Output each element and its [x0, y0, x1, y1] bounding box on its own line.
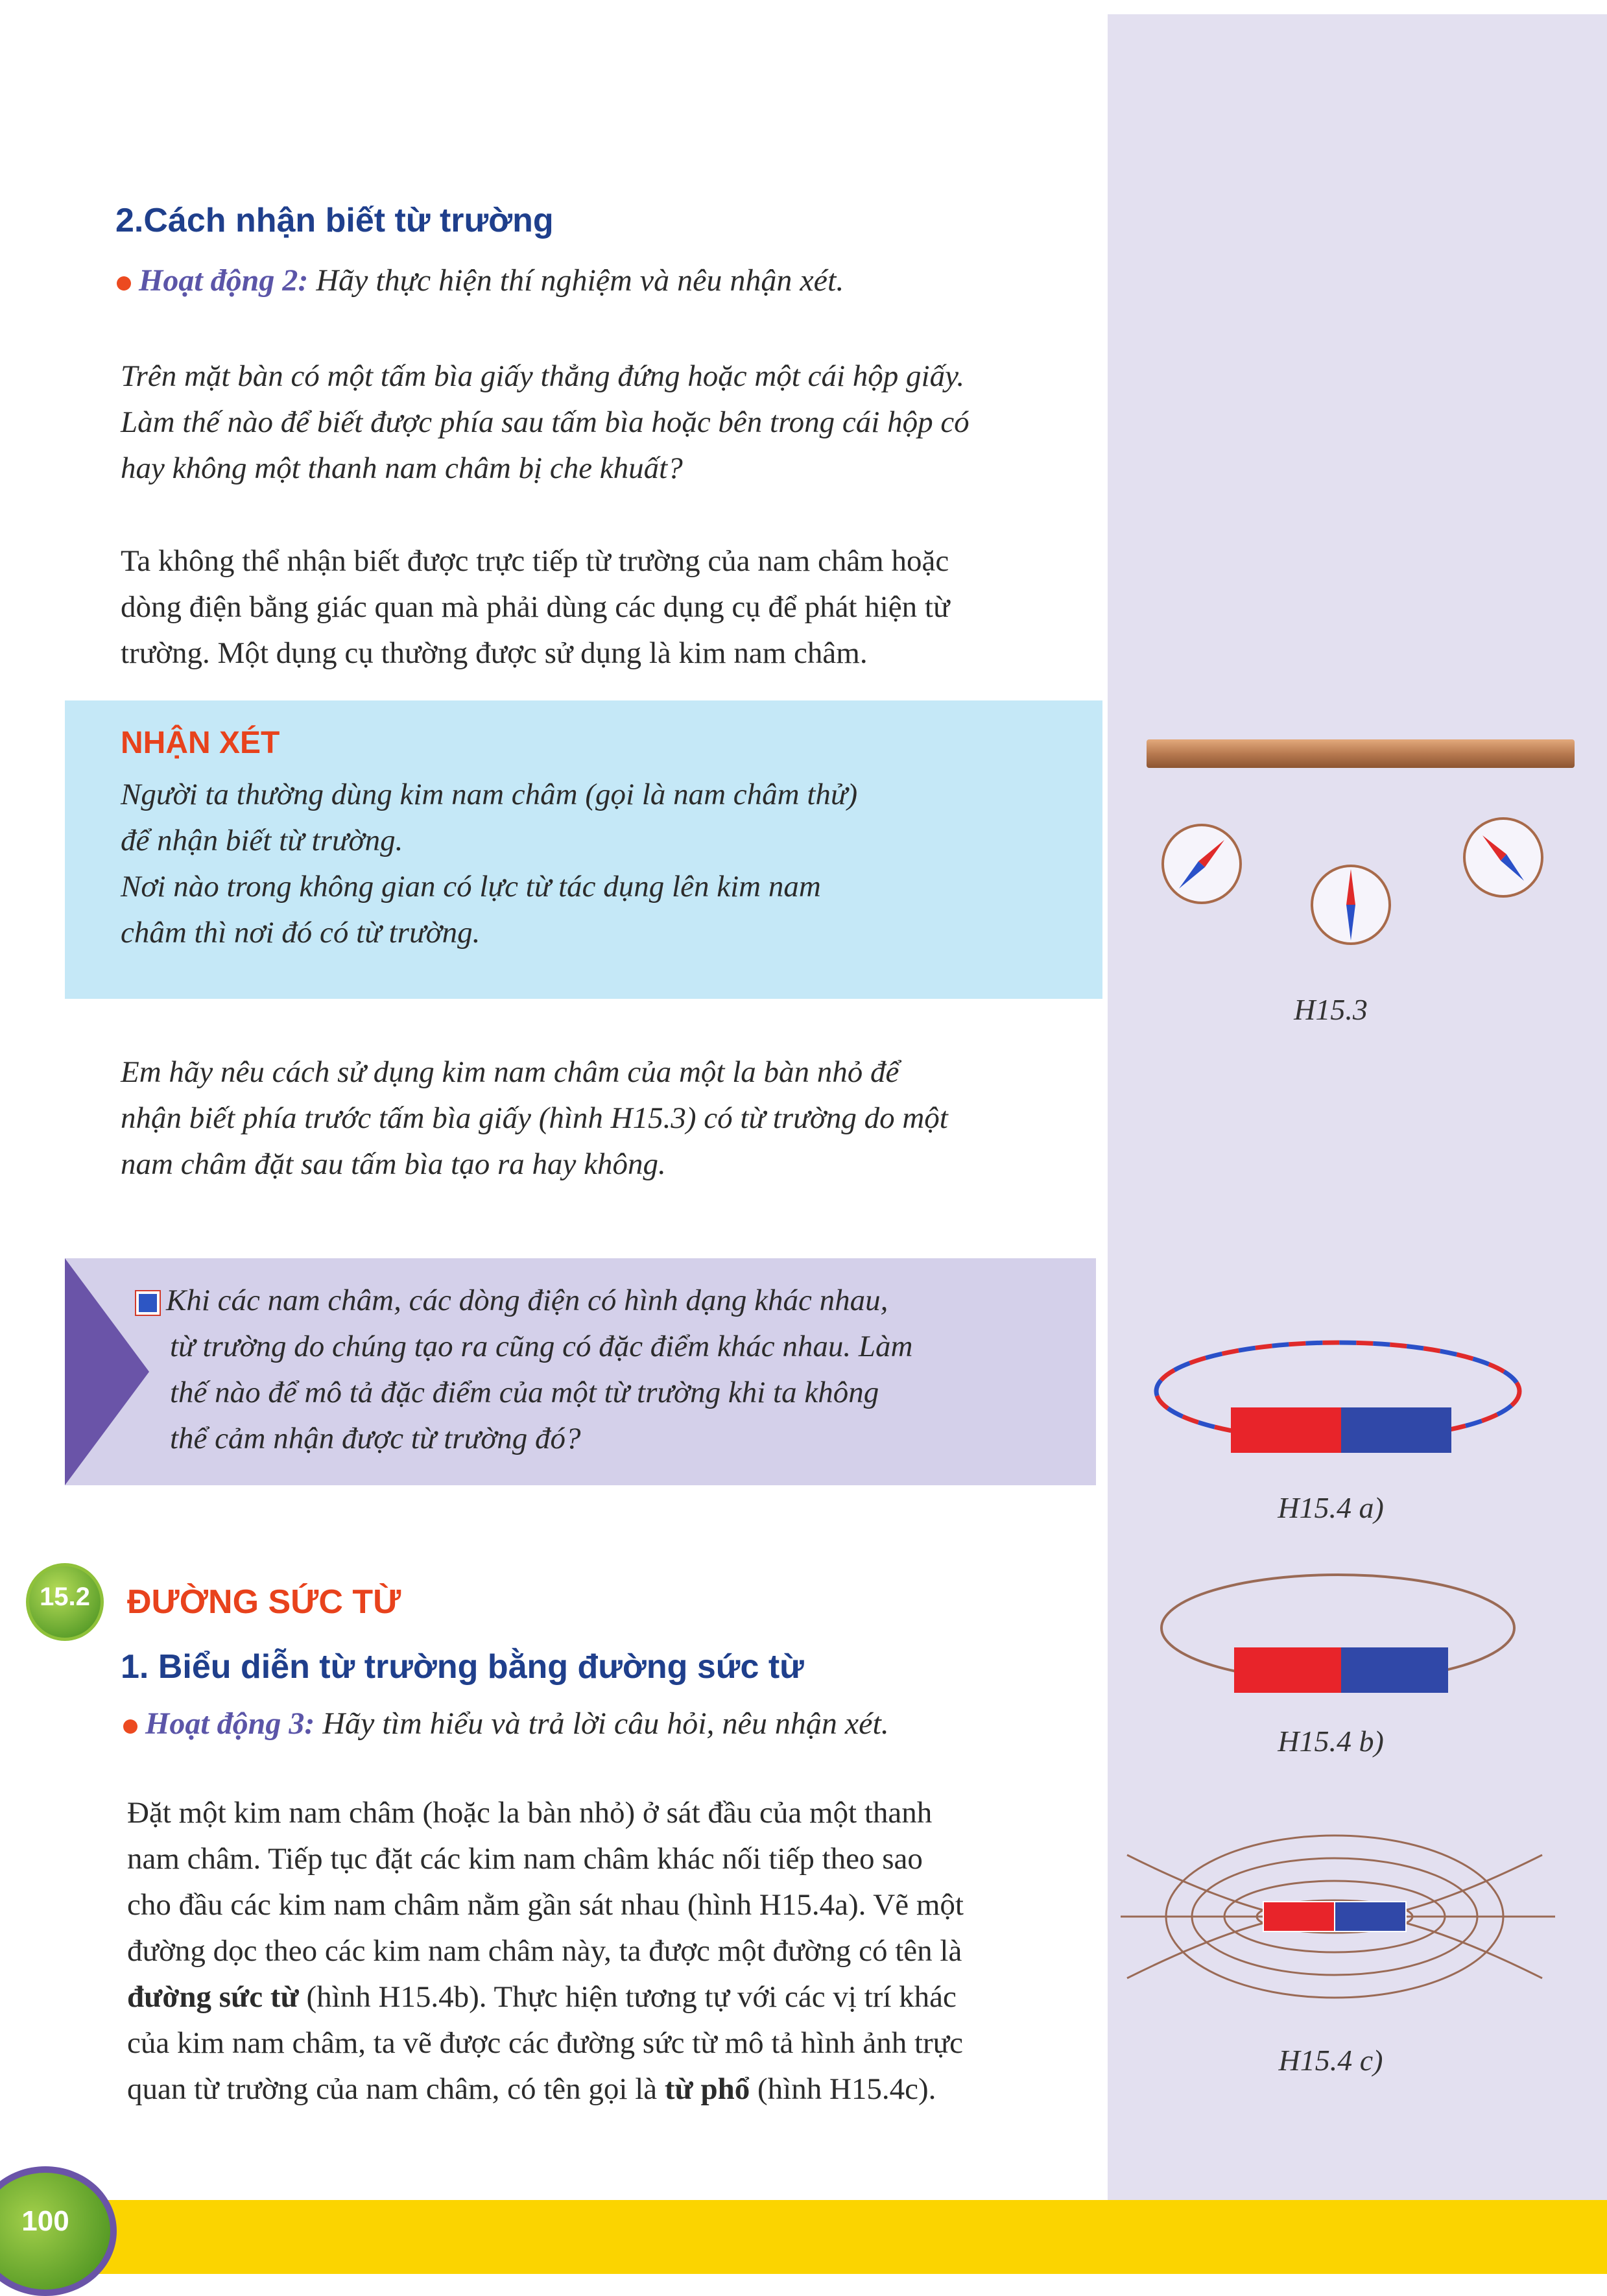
- question-box-text: [136, 1278, 1083, 1462]
- field-lines-paragraph: [127, 1790, 1074, 2112]
- section-15-2-title: ĐƯỜNG SỨC TỪ: [127, 1583, 401, 1621]
- task-paragraph: [121, 1049, 1067, 1188]
- bottom-bar: [0, 2200, 1607, 2274]
- compass-icon: [1312, 866, 1390, 944]
- magnet-south-pole: [1341, 1407, 1451, 1453]
- figure-label-h154c: H15.4 c): [1278, 2044, 1383, 2077]
- text-line: cho đầu các kim nam châm nằm gần sát nhau (hình H15.4a). Vẽ một: [127, 1888, 964, 1922]
- text-line: từ trường do chúng tạo ra cũng có đặc điểm khác nhau. Làm: [170, 1330, 913, 1363]
- magnet-north-pole: [1231, 1407, 1341, 1453]
- text-line: Trên mặt bàn có một tấm bìa giấy thẳng đứng hoặc một cái hộp giấy.: [121, 359, 965, 393]
- activity-2-question: [121, 353, 1067, 492]
- compass-icon: [1464, 819, 1542, 896]
- text-line: trường. Một dụng cụ thường được sử dụng là kim nam châm.: [121, 636, 868, 670]
- text-line: thể cảm nhận được từ trường đó?: [170, 1422, 581, 1455]
- text-line: dòng điện bằng giác quan mà phải dùng các dụng cụ để phát hiện từ: [121, 590, 950, 624]
- magnet-south-pole: [1335, 1902, 1406, 1931]
- text-line: hay không một thanh nam châm bị che khuất?: [121, 451, 683, 485]
- text-line: Người ta thường dùng kim nam châm (gọi là nam châm thử): [121, 778, 858, 811]
- text-line: nhận biết phía trước tấm bìa giấy (hình H15.3) có từ trường do một: [121, 1101, 948, 1135]
- activity-2-title: Hoạt động 2:: [139, 263, 309, 298]
- note-text: [121, 772, 1067, 956]
- text-line: đường dọc theo các kim nam châm này, ta được một đường có tên là: [127, 1934, 962, 1968]
- bullet-icon: [123, 1719, 137, 1734]
- text-line: của kim nam châm, ta vẽ được các đường sức từ mô tả hình ảnh trực: [127, 2026, 964, 2060]
- activity-3: [123, 1706, 889, 1741]
- text-line: châm thì nơi đó có từ trường.: [121, 916, 481, 950]
- activity-3-text: Hãy tìm hiểu và trả lời câu hỏi, nêu nhận xét.: [322, 1706, 889, 1741]
- text-line: [127, 2066, 1074, 2112]
- figure-label-h153: H15.3: [1294, 993, 1368, 1026]
- bold-term: từ phổ: [664, 2072, 750, 2106]
- figure-label-h154b: H15.4 b): [1278, 1725, 1384, 1758]
- page-number: 100: [21, 2205, 69, 2237]
- text-line: Nơi nào trong không gian có lực từ tác dụng lên kim nam: [121, 870, 821, 903]
- section-title: 2.Cách nhận biết từ trường: [115, 202, 554, 239]
- text-span: (hình H15.4b). Thực hiện tương tự với các vị trí khác: [298, 1980, 957, 2014]
- activity-2-text: Hãy thực hiện thí nghiệm và nêu nhận xét.: [316, 263, 844, 298]
- sidebar-figures: [1108, 713, 1607, 2205]
- note-title: NHẬN XÉT: [121, 726, 280, 760]
- text-line: thế nào để mô tả đặc điểm của một từ trường khi ta không: [170, 1376, 879, 1409]
- text-line: [136, 1278, 1083, 1324]
- text-line: để nhận biết từ trường.: [121, 824, 403, 857]
- activity-2: [117, 263, 844, 298]
- bold-term: đường sức từ: [127, 1980, 299, 2014]
- figure-label-h154a: H15.4 a): [1278, 1491, 1384, 1524]
- text-span: quan từ trường của nam châm, có tên gọi là: [127, 2072, 665, 2106]
- text-span: Khi các nam châm, các dòng điện có hình dạng khác nhau,: [166, 1284, 888, 1317]
- text-line: [127, 1974, 1074, 2020]
- text-line: nam châm đặt sau tấm bìa tạo ra hay không.: [121, 1147, 666, 1181]
- text-line: Làm thế nào để biết được phía sau tấm bìa hoặc bên trong cái hộp có: [121, 405, 970, 439]
- magnet-north-pole: [1234, 1647, 1341, 1693]
- cardboard-board: [1147, 739, 1575, 768]
- magnet-south-pole: [1341, 1647, 1448, 1693]
- subsection-title: 1. Biểu diễn từ trường bằng đường sức từ: [121, 1648, 804, 1686]
- text-span: (hình H15.4c).: [750, 2072, 936, 2106]
- section-badge-number: 15.2: [40, 1583, 90, 1611]
- text-line: nam châm. Tiếp tục đặt các kim nam châm khác nối tiếp theo sao: [127, 1842, 923, 1876]
- text-line: Em hãy nêu cách sử dụng kim nam châm của một la bàn nhỏ để: [121, 1055, 899, 1089]
- activity-3-title: Hoạt động 3:: [145, 1706, 315, 1741]
- explanation-paragraph: [121, 538, 1067, 676]
- text-line: Đặt một kim nam châm (hoặc la bàn nhỏ) ở sát đầu của một thanh: [127, 1796, 933, 1830]
- text-line: Ta không thể nhận biết được trực tiếp từ trường của nam châm hoặc: [121, 544, 949, 578]
- bullet-icon: [117, 276, 131, 291]
- magnet-north-pole: [1263, 1902, 1335, 1931]
- compass-icon: [1163, 825, 1241, 903]
- question-square-icon: [136, 1291, 160, 1315]
